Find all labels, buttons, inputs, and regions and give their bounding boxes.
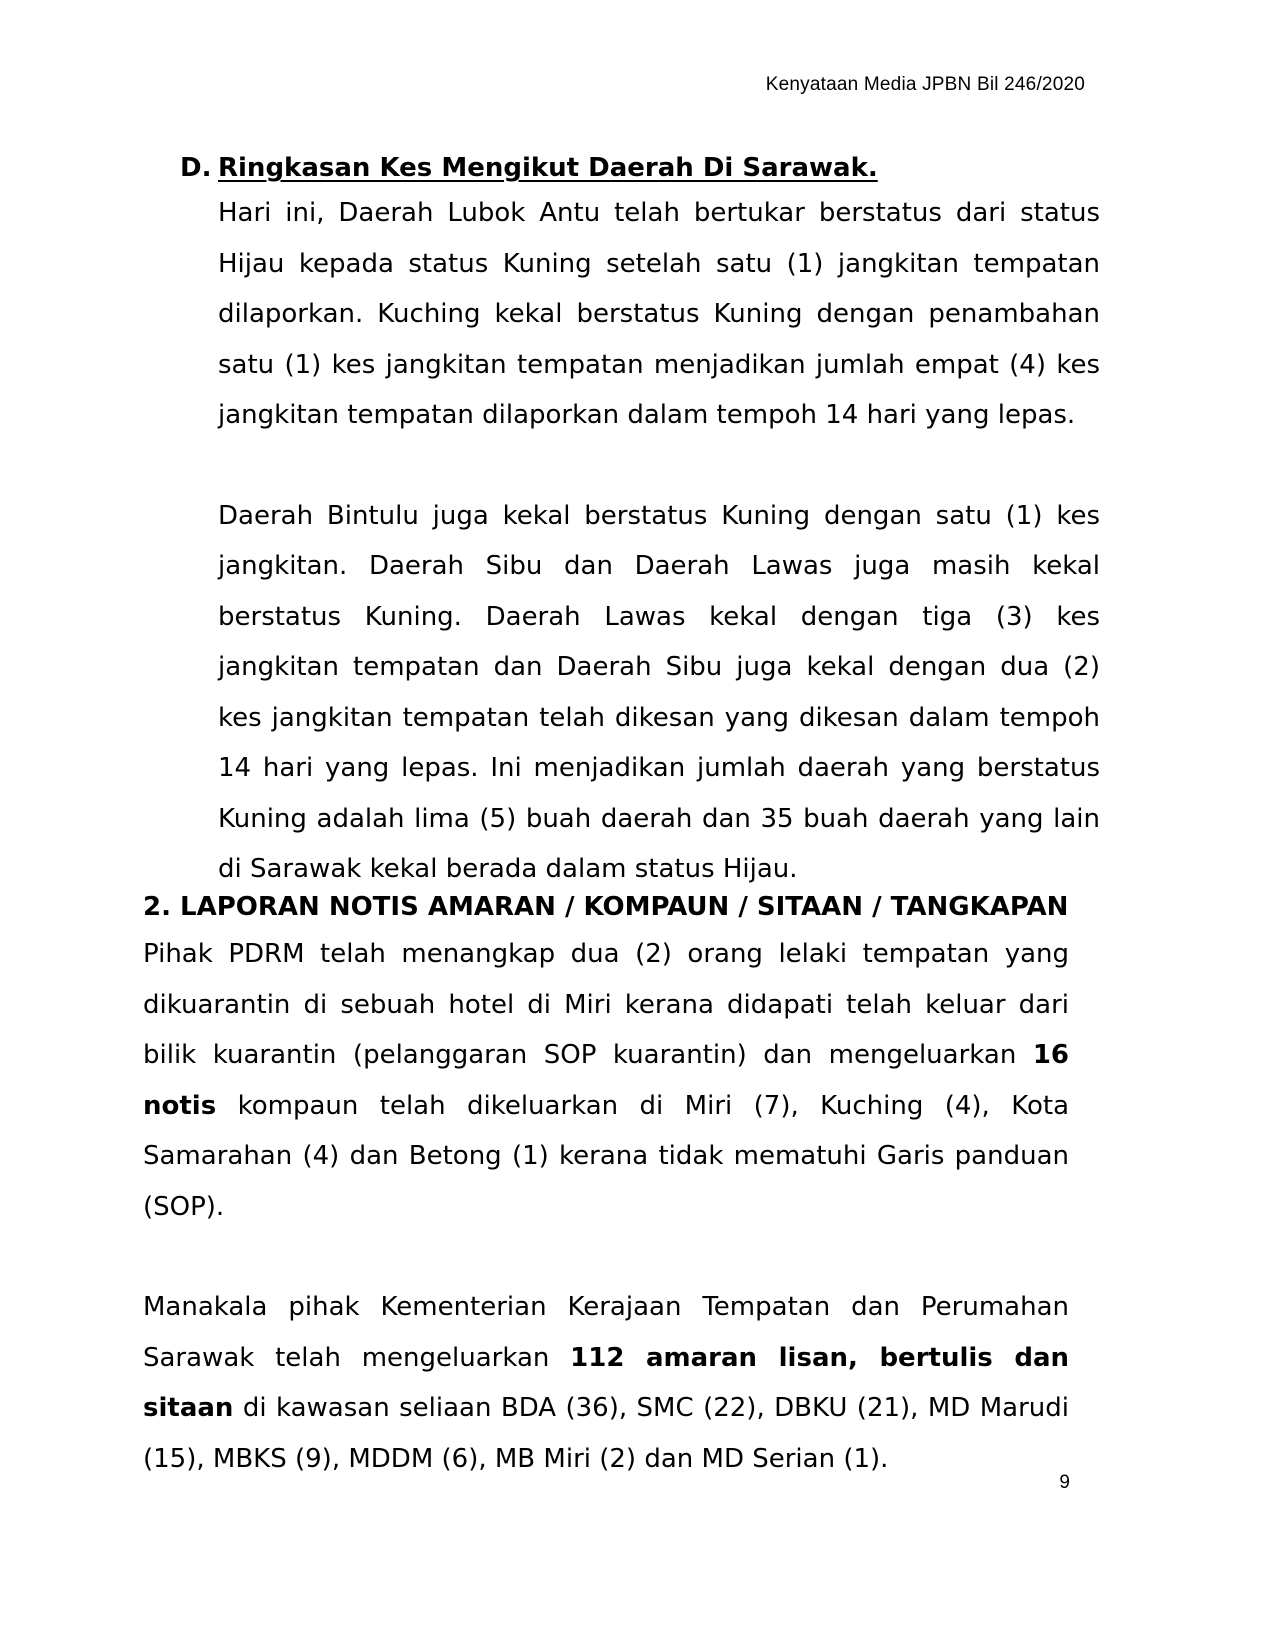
section-d bbox=[180, 148, 1100, 895]
section-2-title: 2. LAPORAN NOTIS AMARAN / KOMPAUN / SITAAN / TANGKAPAN bbox=[143, 892, 1069, 922]
section-d-title: Ringkasan Kes Mengikut Daerah Di Sarawak. bbox=[218, 153, 878, 183]
section-d-paragraph-2: Daerah Bintulu juga kekal berstatus Kuning dengan satu (1) kes jangkitan. Daerah Sibu dan Daerah Lawas juga masih kekal berstatus Kuning. Daerah Lawas kekal dengan tiga (3) kes jangkitan tempatan dan Daerah Sibu juga kekal dengan dua (2) kes jangkitan tempatan telah dikesan yang dikesan dalam tempoh 14 hari yang lepas. Ini menjadikan jumlah daerah yang berstatus Kuning adalah lima (5) buah daerah dan 35 buah daerah yang lain di Sarawak kekal berada dalam status Hijau. bbox=[218, 500, 1100, 884]
section-d-heading bbox=[180, 148, 1100, 188]
para1-bold-count: 16 notis bbox=[143, 1040, 1069, 1121]
section-2-paragraph-2 bbox=[143, 1282, 1069, 1484]
para2-text-end: di kawasan seliaan BDA (36), SMC (22), DBKU (21), MD Marudi (15), MBKS (9), MDDM (6), MB Miri (2) dan MD Serian (1). bbox=[143, 1393, 1069, 1474]
para2-bold-count: 112 amaran lisan, bertulis dan sitaan bbox=[143, 1342, 1069, 1423]
section-2 bbox=[143, 885, 1069, 1484]
document-header: Kenyataan Media JPBN Bil 246/2020 bbox=[765, 74, 1085, 95]
page-number: 9 bbox=[1059, 1472, 1070, 1493]
para1-text-end: kompaun telah dikeluarkan di Miri (7), Kuching (4), Kota Samarahan (4) dan Betong (1) kerana tidak mematuhi Garis panduan (SOP). bbox=[143, 1090, 1069, 1222]
section-2-paragraph-1 bbox=[143, 929, 1069, 1232]
section-d-paragraph-1: Hari ini, Daerah Lubok Antu telah bertukar berstatus dari status Hijau kepada status Kuning setelah satu (1) jangkitan tempatan dilaporkan. Kuching kekal berstatus Kuning dengan penambahan satu (1) kes jangkitan tempatan menjadikan jumlah empat (4) kes jangkitan tempatan dilaporkan dalam tempoh 14 hari yang lepas. bbox=[218, 198, 1100, 430]
para1-text-start: Pihak PDRM telah menangkap dua (2) orang lelaki tempatan yang dikuarantin di sebuah hotel di Miri kerana didapati telah keluar dari bilik kuarantin (pelanggaran SOP kuarantin) dan mengeluarkan bbox=[143, 939, 1069, 1070]
section-d-letter: D. bbox=[180, 153, 212, 183]
para2-text-start: Manakala pihak Kementerian Kerajaan Tempatan dan Perumahan Sarawak telah mengeluarkan bbox=[143, 1292, 1069, 1373]
